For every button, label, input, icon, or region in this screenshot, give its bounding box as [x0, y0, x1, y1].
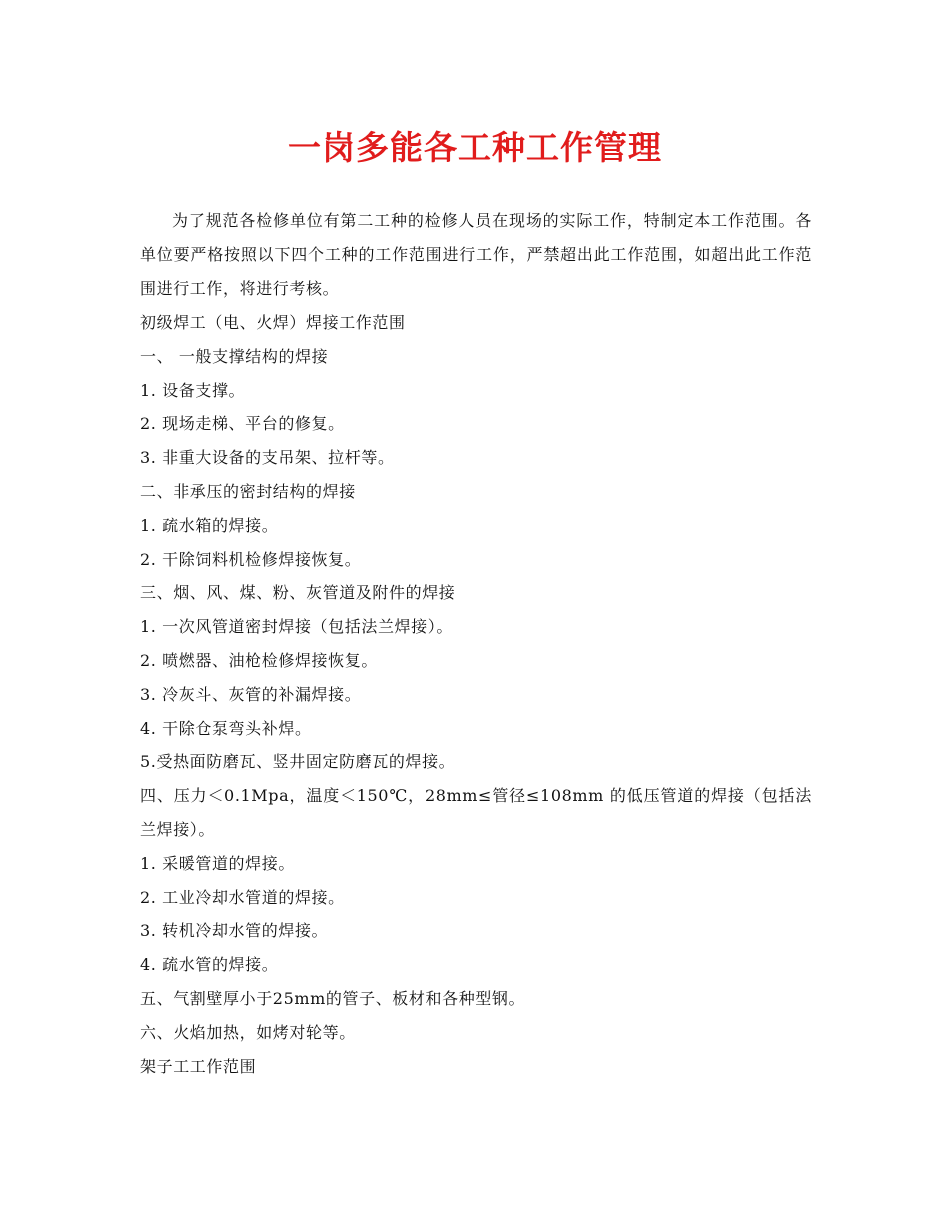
list-item: 4. 疏水管的焊接。 [140, 955, 279, 975]
list-item: 2. 现场走梯、平台的修复。 [140, 414, 345, 434]
list-item: 3. 转机冷却水管的焊接。 [140, 921, 329, 941]
item-heading: 二、非承压的密封结构的焊接 [140, 481, 356, 501]
list-item: 1. 采暖管道的焊接。 [140, 853, 295, 873]
item-heading-pressure: 四、压力＜0.1Mpa，温度＜150℃，28mm≤管径≤108mm 的低压管道的焊接（包括法兰焊接）。 [140, 786, 812, 839]
list-item: 1. 设备支撑。 [140, 380, 246, 400]
list-item: 5.受热面防磨瓦、竖井固定防磨瓦的焊接。 [140, 752, 456, 772]
list-item: 3. 非重大设备的支吊架、拉杆等。 [140, 448, 395, 468]
item-heading: 三、烟、风、煤、粉、灰管道及附件的焊接 [140, 583, 456, 603]
list-item: 4. 干除仓泵弯头补焊。 [140, 718, 312, 738]
list-item: 1. 一次风管道密封焊接（包括法兰焊接）。 [140, 617, 453, 637]
list-item: 3. 冷灰斗、灰管的补漏焊接。 [140, 684, 362, 704]
list-item: 2. 工业冷却水管道的焊接。 [140, 887, 345, 907]
document-body [140, 204, 812, 1083]
section-heading-welder: 初级焊工（电、火焊）焊接工作范围 [140, 313, 406, 332]
item-heading: 一、 一般支撑结构的焊接 [140, 346, 329, 366]
section-heading-scaffolder: 架子工工作范围 [140, 1056, 257, 1076]
list-item: 1. 疏水箱的焊接。 [140, 515, 279, 535]
item-heading: 五、气割壁厚小于25mm的管子、板材和各种型钢。 [140, 988, 526, 1008]
page-title: 一岗多能各工种工作管理 [288, 128, 662, 167]
intro-paragraph: 为了规范各检修单位有第二工种的检修人员在现场的实际工作，特制定本工作范围。各单位要严格按照以下四个工种的工作范围进行工作，严禁超出此工作范围，如超出此工作范围进行工作，将进行考核。 [140, 211, 812, 298]
item-heading: 六、火焰加热，如烤对轮等。 [140, 1022, 356, 1042]
list-item: 2. 干除饲料机检修焊接恢复。 [140, 549, 362, 569]
list-item: 2. 喷燃器、油枪检修焊接恢复。 [140, 650, 378, 670]
